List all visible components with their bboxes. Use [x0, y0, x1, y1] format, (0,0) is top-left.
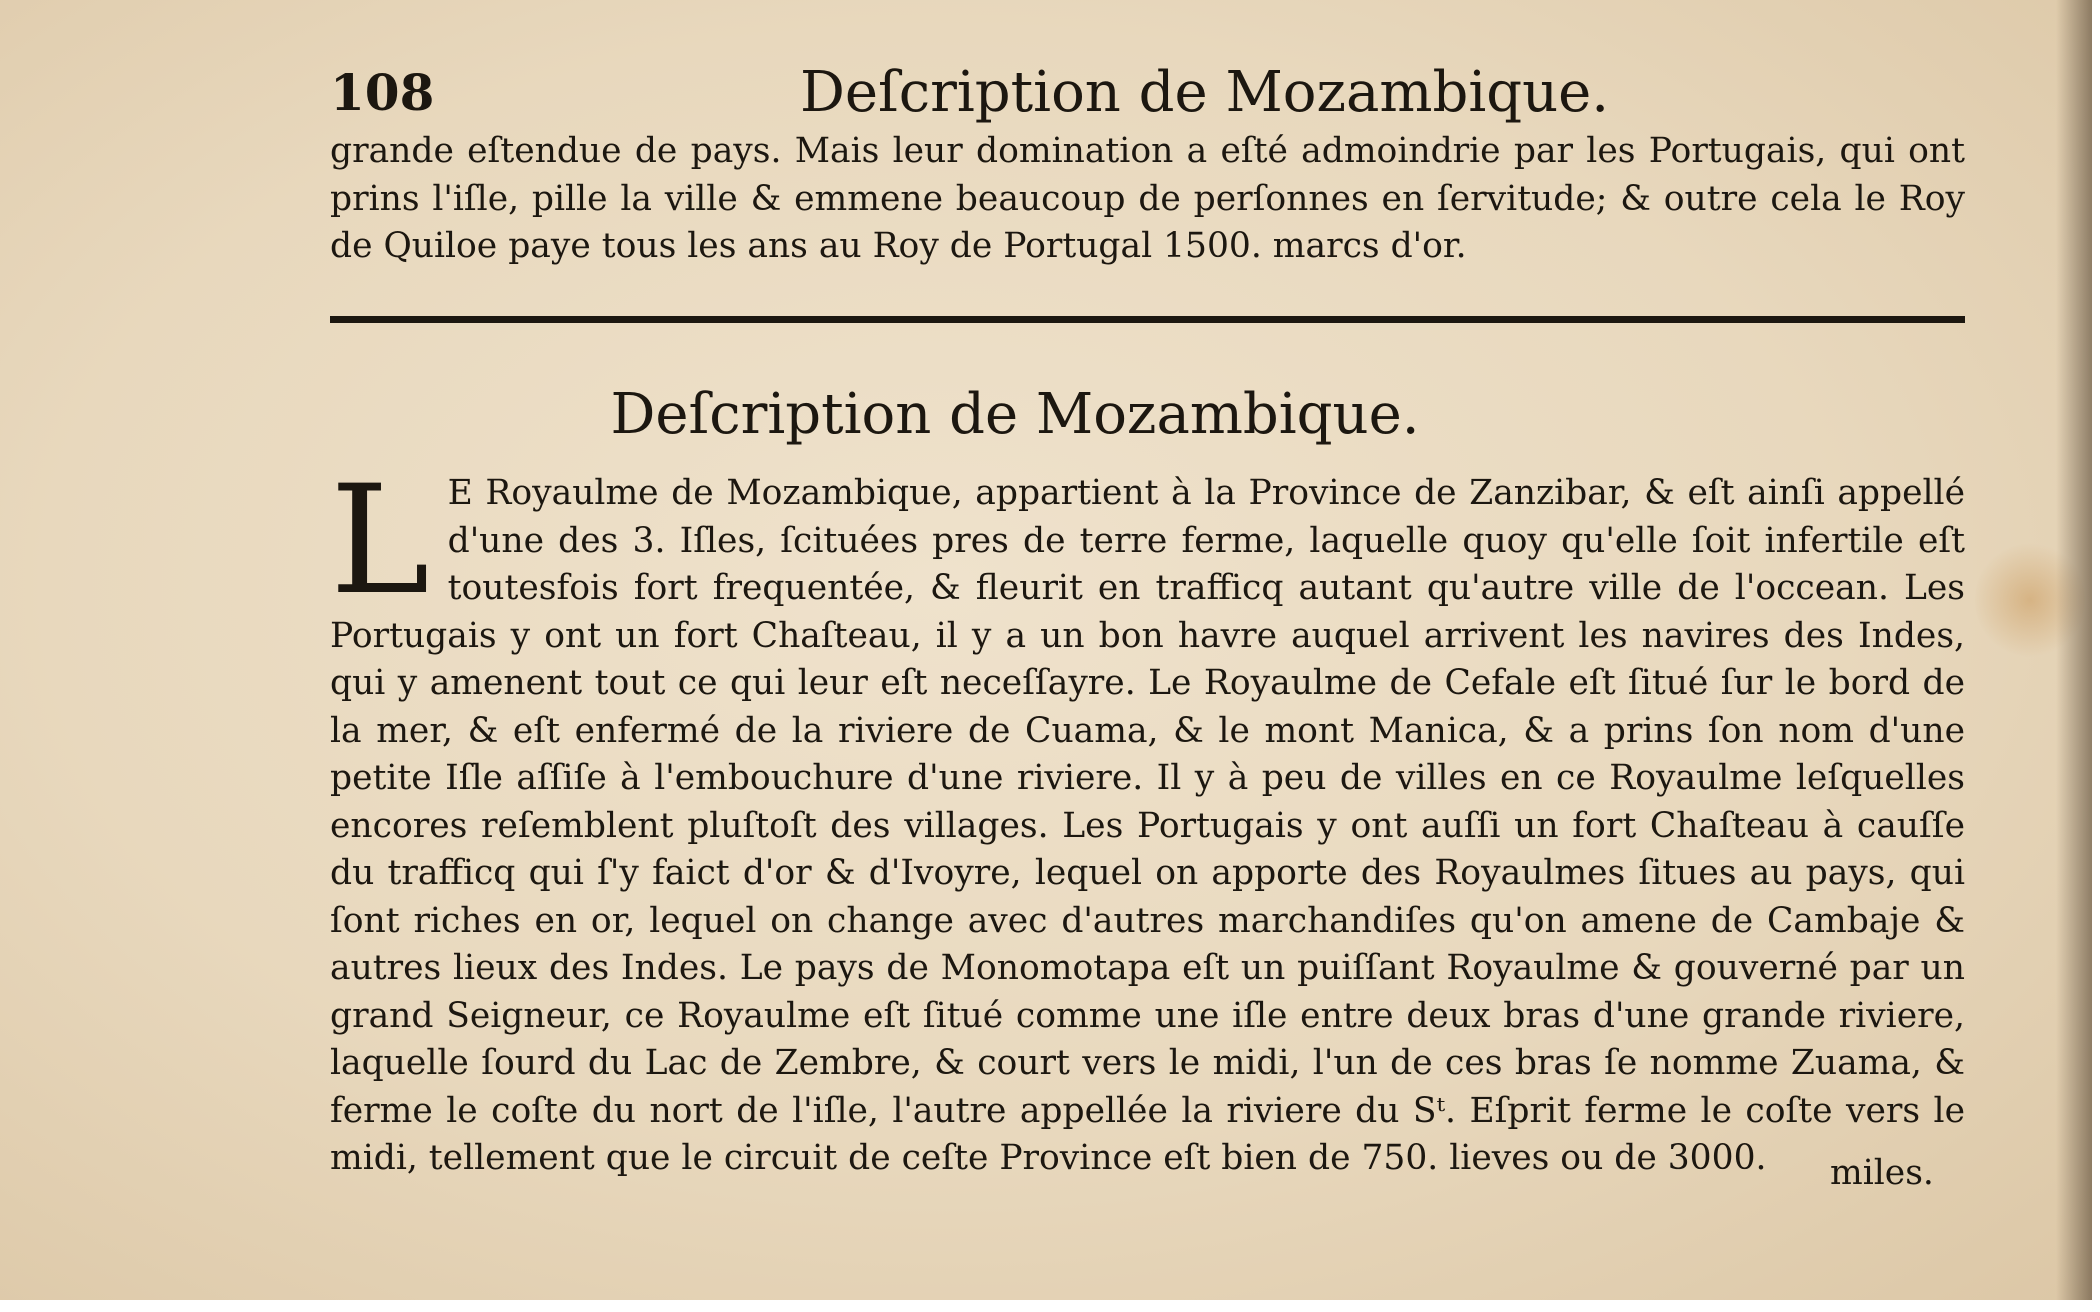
body-paragraph: E Royaulme de Mozambique, appartient à la Province de Zanzibar, & eſt ainſi appellé d'une des 3. Iſles, ſcituées pres de terre ferme, laquelle quoy qu'elle ſoit infertile eſt toutesfois fort frequentée, & fleurit en trafficq autant qu'autre ville de l'occean. Les Portugais y ont un fort Chaſteau, il y a un bon havre auquel arrivent les navires des Indes, qui y amenent tout ce qui leur eſt neceſſayre. Le Royaulme de Cefale eſt ſitué ſur le bord de la mer, & eſt enfermé de la riviere de Cuama, & le mont Manica, & a prins ſon nom d'une petite Iſle aſſiſe à l'embouchure d'une riviere. Il y à peu de villes en ce Royaulme leſquelles encores reſemblent pluſtoſt des villages. Les Portugais y ont auſſi un fort Chaſteau à cauſſe du trafficq qui ſ'y faict d'or & d'Ivoyre, lequel on apporte des Royaulmes ſitues au pays, qui ſont riches en or, lequel on change avec d'autres marchandiſes qu'on amene de Cambaje & autres lieux des Indes. Le pays de Monomotapa eſt un puiſſant Royaulme & gouverné par un grand Seigneur, ce Royaulme eſt ſitué comme une iſle entre deux bras d'une grande riviere, laquelle ſourd du Lac de Zembre, & court vers le midi, l'un de ces bras ſe nomme Zuama, & ferme le coſte du nort de l'iſle, l'autre appellée la riviere du Sᵗ. Eſprit ferme le coſte vers le midi, tellement que le circuit de ceſte Province eſt bien de 750. lieves ou de 3000.: [330, 473, 1965, 1178]
section-title: Deſcription de Mozambique.: [610, 382, 1420, 447]
page-number: 108: [330, 63, 435, 122]
section-divider-rule: [330, 316, 1965, 323]
running-head: [330, 58, 1970, 128]
section-body: [330, 454, 1965, 1183]
catchword: miles.: [1830, 1153, 1934, 1193]
water-stain: [1975, 540, 2085, 660]
drop-cap: L: [330, 454, 430, 628]
continuation-paragraph: grande eſtendue de pays. Mais leur domination a eſté admoindrie par les Portugais, qui ont prins l'iſle, pille la ville & emmene beaucoup de perſonnes en ſervitude; & outre cela le Roy de Quiloe paye tous les ans au Roy de Portugal 1500. marcs d'or.: [330, 131, 1965, 266]
running-title: Deſcription de Mozambique.: [800, 60, 1610, 125]
